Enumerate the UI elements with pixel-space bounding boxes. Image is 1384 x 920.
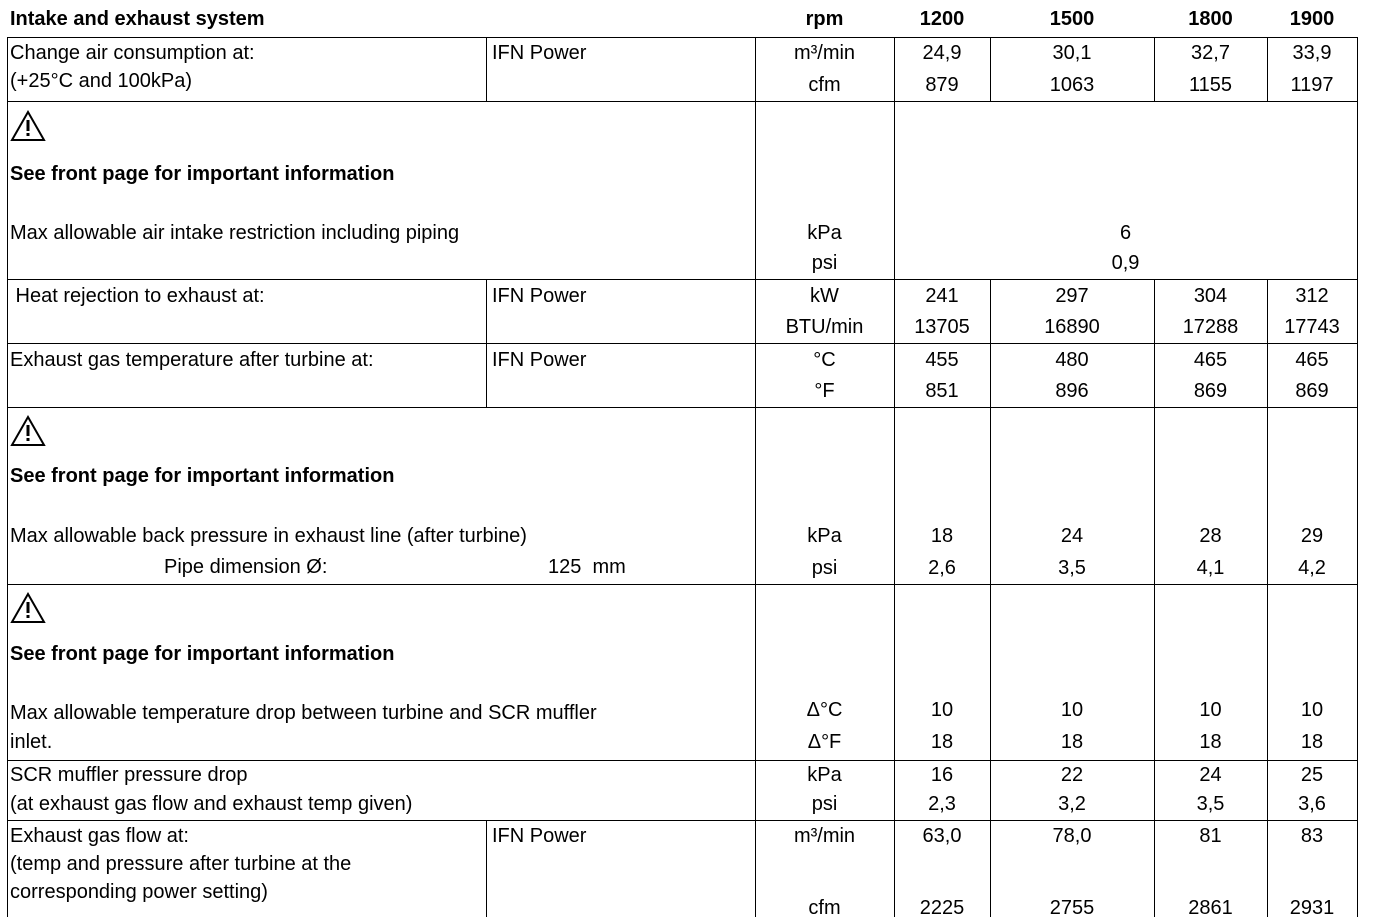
value-cell: 465 <box>1295 349 1329 371</box>
temp-drop-label-2: inlet. <box>10 731 53 753</box>
rpm-1900: 1900 <box>1289 8 1335 30</box>
notice-text: See front page for important information <box>10 643 395 665</box>
value-cell: 18 <box>1199 731 1222 753</box>
rpm-label: rpm <box>805 8 844 30</box>
unit-label: kPa <box>807 764 842 786</box>
value-cell: 18 <box>1300 731 1324 753</box>
gas-flow-label: Exhaust gas flow at: <box>10 825 189 847</box>
value-cell: 455 <box>925 349 959 371</box>
value-cell: 869 <box>1295 380 1329 402</box>
unit-label: BTU/min <box>785 316 864 338</box>
rpm-1500: 1500 <box>1049 8 1095 30</box>
unit-label: psi <box>811 793 838 815</box>
pipe-dimension-value: 125 mm <box>548 556 626 578</box>
table-border-left <box>7 37 8 917</box>
row-divider <box>7 101 1357 102</box>
value-cell: 480 <box>1055 349 1089 371</box>
unit-label: Δ°F <box>807 731 842 753</box>
value-cell: 33,9 <box>1292 42 1332 64</box>
value-cell: 2,3 <box>928 793 956 815</box>
unit-label: kW <box>810 285 839 307</box>
unit-label: °F <box>814 380 835 402</box>
value-cell: 2861 <box>1188 897 1233 919</box>
unit-label: psi <box>811 252 838 274</box>
notice-text: See front page for important information <box>10 163 395 185</box>
value-cell: 24 <box>1060 525 1084 547</box>
back-pressure-label: Max allowable back pressure in exhaust line (after turbine) <box>10 525 527 547</box>
value-cell: 32,7 <box>1191 42 1230 64</box>
temp-drop-label: Max allowable temperature drop between turbine and SCR muffler <box>10 702 597 724</box>
gas-flow-label-3: corresponding power setting) <box>10 881 268 903</box>
value-cell: 1197 <box>1290 74 1334 96</box>
value-cell: 18 <box>930 731 954 753</box>
value-cell: 10 <box>1199 699 1222 721</box>
value-cell: 17288 <box>1182 316 1239 338</box>
value-cell: 4,2 <box>1298 557 1326 579</box>
unit-label: kPa <box>807 222 842 244</box>
value-cell: 10 <box>1300 699 1324 721</box>
unit-label: °C <box>813 349 836 371</box>
value-cell: 879 <box>925 74 959 96</box>
exhaust-temp-label: Exhaust gas temperature after turbine at: <box>10 349 374 371</box>
intake-restriction-label: Max allowable air intake restriction including piping <box>10 222 460 244</box>
unit-label: psi <box>811 557 838 579</box>
value-cell: 312 <box>1295 285 1329 307</box>
col-divider <box>1154 279 1155 917</box>
value-cell: 851 <box>925 380 959 402</box>
unit-label: cfm <box>808 897 841 919</box>
value-cell: 3,5 <box>1058 557 1086 579</box>
scr-drop-label-2: (at exhaust gas flow and exhaust temp given) <box>10 793 413 815</box>
notice-text: See front page for important information <box>10 465 395 487</box>
value-cell: 896 <box>1055 380 1089 402</box>
unit-label: Δ°C <box>806 699 843 721</box>
value-cell: 28 <box>1199 525 1222 547</box>
warning-icon <box>10 110 46 142</box>
charge-air-condition: IFN Power <box>492 42 587 64</box>
col-divider <box>1267 279 1268 917</box>
unit-label: cfm <box>808 74 841 96</box>
value-cell: 6 <box>1119 222 1132 244</box>
value-cell: 10 <box>930 699 954 721</box>
value-cell: 22 <box>1060 764 1084 786</box>
value-cell: 81 <box>1199 825 1222 847</box>
value-cell: 24 <box>1199 764 1222 786</box>
unit-label: m³/min <box>793 825 856 847</box>
value-cell: 25 <box>1300 764 1324 786</box>
value-cell: 869 <box>1193 380 1228 402</box>
exhaust-temp-condition: IFN Power <box>492 349 587 371</box>
col-divider <box>486 37 487 101</box>
value-cell: 78,0 <box>1052 825 1092 847</box>
value-cell: 0,9 <box>1111 252 1140 274</box>
rpm-1800: 1800 <box>1188 8 1233 30</box>
value-cell: 1155 <box>1188 74 1232 96</box>
value-cell: 241 <box>925 285 959 307</box>
table-title: Intake and exhaust system <box>10 8 265 30</box>
value-cell: 3,2 <box>1058 793 1086 815</box>
value-cell: 4,1 <box>1196 557 1225 579</box>
value-cell: 465 <box>1193 349 1228 371</box>
pipe-dimension-label: Pipe dimension Ø: <box>164 556 328 578</box>
value-cell: 18 <box>930 525 954 547</box>
value-cell: 3,5 <box>1196 793 1225 815</box>
value-cell: 10 <box>1060 699 1084 721</box>
value-cell: 29 <box>1300 525 1324 547</box>
value-cell: 63,0 <box>922 825 962 847</box>
value-cell: 304 <box>1193 285 1228 307</box>
value-cell: 2931 <box>1289 897 1335 919</box>
col-divider <box>486 820 487 917</box>
value-cell: 30,1 <box>1052 42 1092 64</box>
warning-icon <box>10 415 46 447</box>
rpm-1200: 1200 <box>919 8 965 30</box>
col-divider <box>990 279 991 917</box>
value-cell: 2225 <box>919 897 965 919</box>
charge-air-label-2: (+25°C and 100kPa) <box>10 70 193 92</box>
value-cell: 83 <box>1300 825 1324 847</box>
table-border-right <box>1357 37 1358 917</box>
gas-flow-condition: IFN Power <box>492 825 587 847</box>
gas-flow-label-2: (temp and pressure after turbine at the <box>10 853 352 875</box>
value-cell: 1063 <box>1049 74 1095 96</box>
value-cell: 2755 <box>1049 897 1095 919</box>
value-cell: 16 <box>930 764 954 786</box>
warning-icon <box>10 592 46 624</box>
value-cell: 13705 <box>914 316 970 338</box>
scr-drop-label: SCR muffler pressure drop <box>10 764 248 786</box>
value-cell: 3,6 <box>1298 793 1326 815</box>
heat-rejection-label: Heat rejection to exhaust at: <box>10 285 265 307</box>
unit-label: kPa <box>807 525 842 547</box>
unit-label: m³/min <box>793 42 856 64</box>
value-cell: 18 <box>1060 731 1084 753</box>
value-cell: 24,9 <box>922 42 962 64</box>
charge-air-label: Change air consumption at: <box>10 42 255 64</box>
value-cell: 16890 <box>1044 316 1100 338</box>
col-divider <box>486 279 487 407</box>
value-cell: 2,6 <box>928 557 956 579</box>
value-cell: 297 <box>1055 285 1089 307</box>
value-cell: 17743 <box>1284 316 1340 338</box>
heat-rejection-condition: IFN Power <box>492 285 587 307</box>
